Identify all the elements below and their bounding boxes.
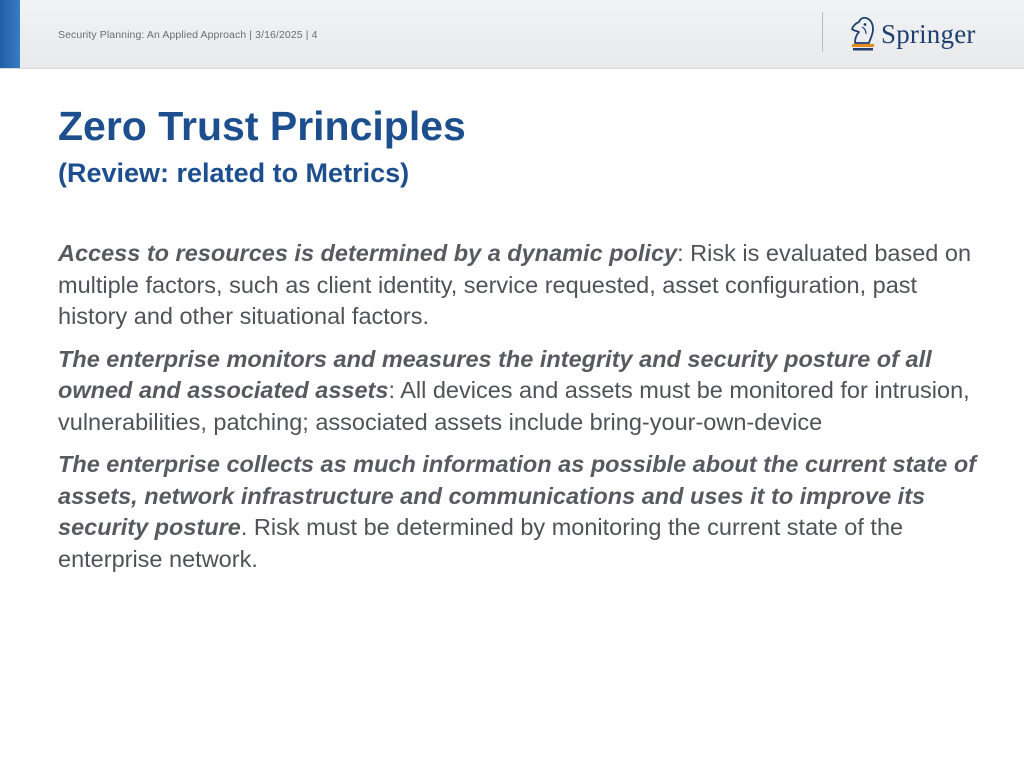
principle-separator: : — [677, 240, 691, 266]
principle-paragraph — [58, 449, 982, 575]
springer-logo-text: Springer — [881, 18, 976, 49]
principle-lead: Access to resources is determined by a dynamic policy — [58, 240, 678, 266]
slide-header — [0, 0, 1024, 69]
knight-chess-piece-icon — [850, 16, 876, 52]
principle-text: All devices and assets must be monitored for intrusion, vulnerabilities, patching; associated assets include bring-your-own-device — [58, 377, 970, 435]
principle-separator: . — [240, 514, 254, 540]
principle-separator: : — [388, 377, 401, 403]
principle-text: Risk is evaluated based on multiple factors, such as client identity, service requested, asset configuration, past history and other situational factors. — [58, 240, 972, 329]
principle-lead: The enterprise collects as much information as possible about the current state of assets, network infrastructure and communications and uses it to improve its security posture — [58, 451, 977, 540]
accent-strip — [0, 0, 20, 68]
principle-paragraph — [58, 238, 982, 333]
slide-subtitle: (Review: related to Metrics) — [58, 158, 410, 188]
principle-paragraph — [58, 344, 982, 439]
logo-divider — [822, 12, 823, 52]
slide-body — [58, 238, 982, 586]
slide-footer-text: Security Planning: An Applied Approach | 3/16/2025 | 4 — [58, 29, 318, 41]
principle-lead: The enterprise monitors and measures the integrity and security posture of all owned and associated assets — [58, 345, 932, 403]
principle-text: Risk must be determined by monitoring the current state of the enterprise network. — [58, 514, 904, 572]
springer-logo — [850, 14, 976, 54]
slide-title: Zero Trust Principles — [58, 103, 466, 149]
